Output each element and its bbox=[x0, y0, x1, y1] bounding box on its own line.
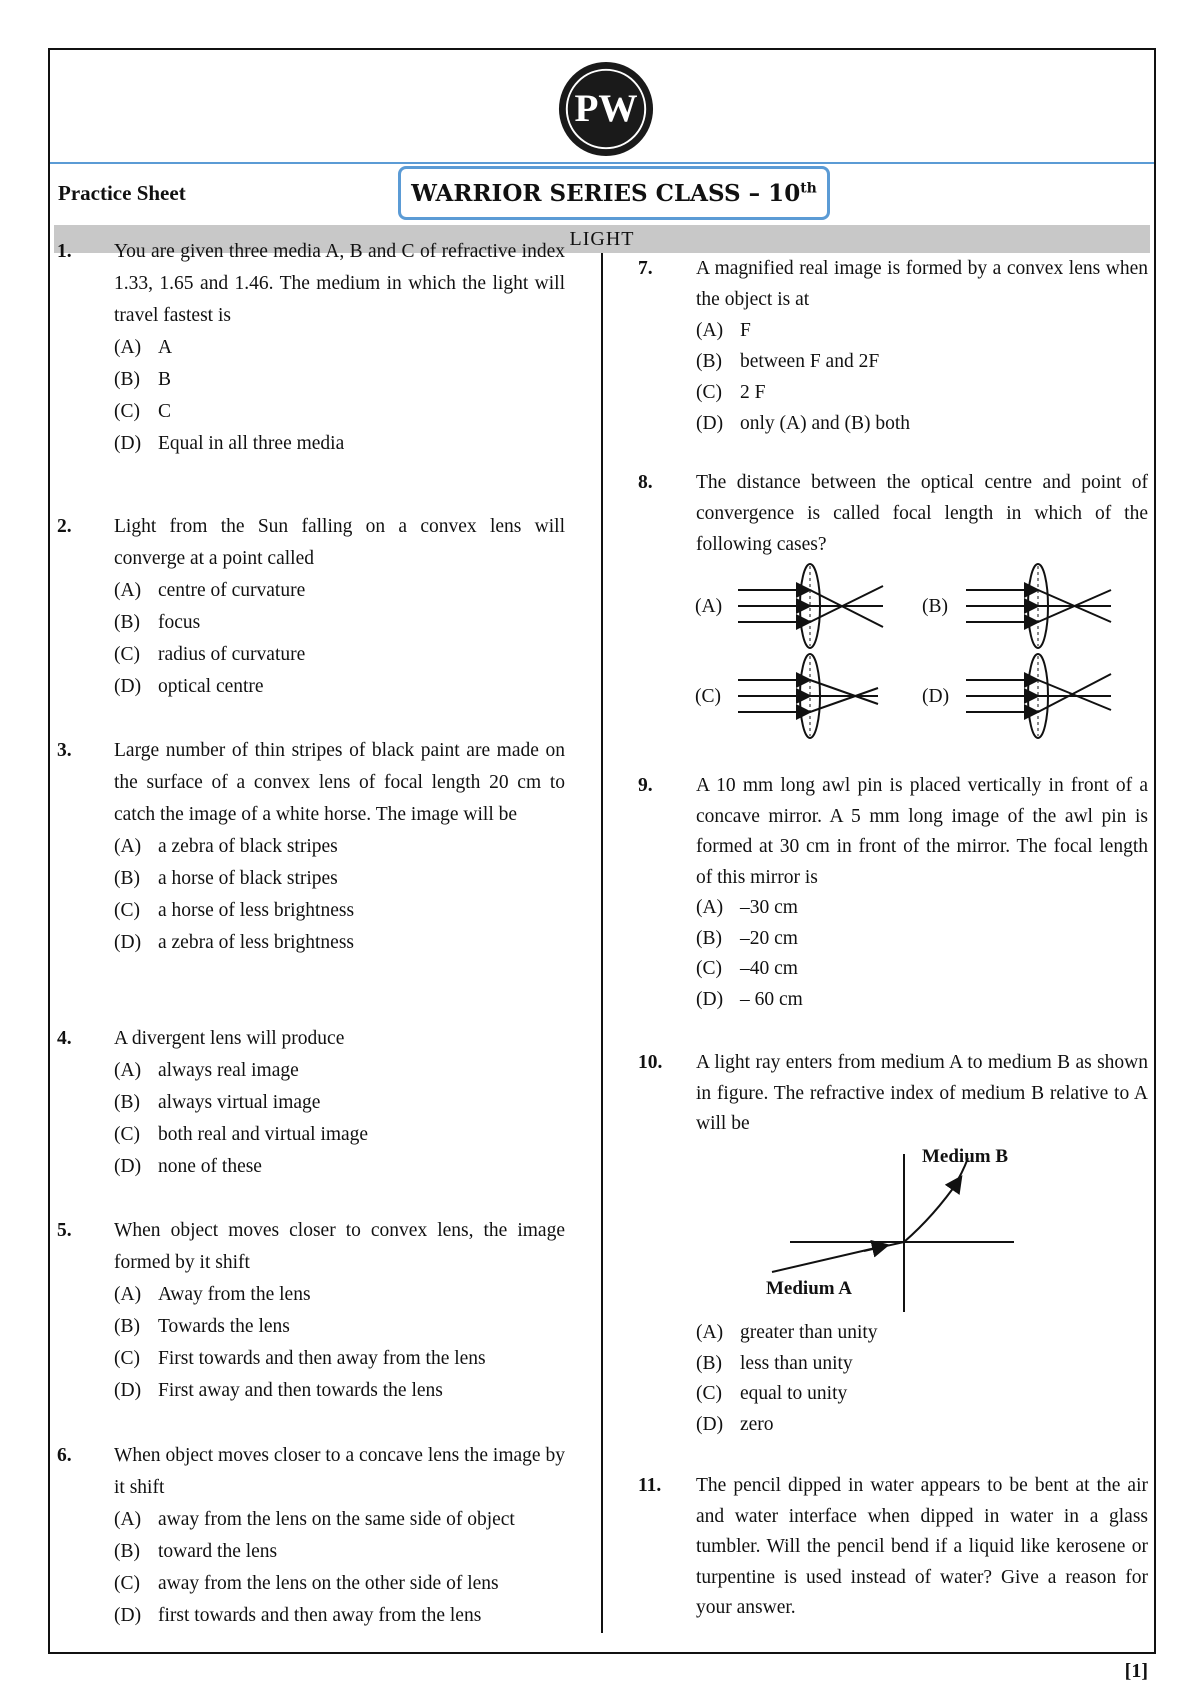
question-number: 10. bbox=[638, 1052, 663, 1073]
option-d: (D) – 60 cm bbox=[696, 988, 803, 1010]
option-b: (B) always virtual image bbox=[114, 1092, 321, 1113]
option-d: (D) Equal in all three media bbox=[114, 433, 345, 454]
question-number: 4. bbox=[57, 1028, 72, 1049]
question-1 bbox=[57, 236, 565, 460]
question-text: A light ray enters from medium A to medium B as shown in figure. The refractive index of medium B relative to A will be bbox=[696, 1052, 1148, 1134]
option-a: (A) always real image bbox=[114, 1060, 299, 1081]
question-text: A magnified real image is formed by a convex lens when the object is at bbox=[696, 258, 1148, 310]
option-b: (B) between F and 2F bbox=[696, 351, 880, 372]
option-b: (B) B bbox=[114, 369, 172, 390]
q8-option-b-label: (B) bbox=[922, 596, 948, 617]
q8-option-a-label: (A) bbox=[695, 596, 723, 617]
q8-option-d-label: (D) bbox=[922, 686, 950, 707]
option-b: (B) a horse of black stripes bbox=[114, 868, 338, 889]
option-a: (A) a zebra of black stripes bbox=[114, 836, 338, 857]
page-number: [1] bbox=[1124, 1660, 1148, 1682]
option-b: (B) less than unity bbox=[696, 1352, 853, 1374]
question-number: 3. bbox=[57, 740, 72, 761]
option-a: (A) centre of curvature bbox=[114, 580, 306, 601]
option-b: (B) toward the lens bbox=[114, 1541, 278, 1562]
question-2 bbox=[57, 511, 565, 703]
question-number: 9. bbox=[638, 775, 653, 796]
question-6 bbox=[57, 1440, 565, 1632]
question-4 bbox=[57, 1023, 565, 1183]
option-c: (C) away from the lens on the other side of lens bbox=[114, 1573, 499, 1594]
refraction-diagram bbox=[764, 1146, 1024, 1314]
question-3 bbox=[57, 735, 565, 959]
option-a: (A) F bbox=[696, 320, 751, 341]
question-number: 6. bbox=[57, 1445, 72, 1466]
question-11 bbox=[638, 1471, 1148, 1624]
medium-a-label: Medium A bbox=[766, 1278, 853, 1299]
question-number: 2. bbox=[57, 516, 72, 537]
option-b: (B) focus bbox=[114, 612, 201, 633]
option-c: (C) radius of curvature bbox=[114, 644, 306, 665]
option-d: (D) none of these bbox=[114, 1156, 262, 1177]
question-5 bbox=[57, 1215, 565, 1407]
question-text: A divergent lens will produce bbox=[114, 1028, 345, 1049]
question-8 bbox=[638, 467, 1148, 560]
question-text: Large number of thin stripes of black paint are made on the surface of a convex lens of focal length 20 cm to catch the image of a white horse. The image will be bbox=[114, 740, 565, 825]
option-a: (A) away from the lens on the same side of object bbox=[114, 1509, 515, 1530]
option-c: (C) equal to unity bbox=[696, 1383, 848, 1404]
option-a: (A) Away from the lens bbox=[114, 1284, 311, 1305]
pw-logo bbox=[557, 60, 655, 158]
option-c: (C) C bbox=[114, 401, 172, 422]
question-number: 5. bbox=[57, 1220, 72, 1241]
question-text: When object moves closer to convex lens, the image formed by it shift bbox=[114, 1220, 565, 1273]
question-10 bbox=[638, 1048, 1148, 1140]
lens-diagram-c bbox=[738, 652, 888, 740]
question-text: The distance between the optical centre and point of convergence is called focal length in which of the following cases? bbox=[696, 472, 1148, 555]
question-text: The pencil dipped in water appears to be bent at the air and water interface when dipped in water in a glass tumbler. Will the pencil bend if a liquid like kerosene or turpentine is used instead of water? Give a reason for your answer. bbox=[696, 1475, 1148, 1618]
option-b: (B) Towards the lens bbox=[114, 1316, 290, 1337]
option-d: (D) First away and then towards the lens bbox=[114, 1380, 443, 1401]
option-d: (D) only (A) and (B) both bbox=[696, 413, 911, 434]
question-text: A 10 mm long awl pin is placed vertically in front of a concave mirror. A 5 mm long image of the awl pin is formed at 30 cm in front of the mirror. The focal length of this mirror is bbox=[696, 775, 1148, 888]
question-number: 8. bbox=[638, 472, 653, 493]
question-9 bbox=[638, 771, 1148, 1015]
question-7 bbox=[638, 253, 1148, 439]
title-superscript: th bbox=[800, 179, 817, 196]
question-number: 1. bbox=[57, 241, 72, 262]
chapter-heading: LIGHT bbox=[54, 225, 1150, 253]
option-d: (D) a zebra of less brightness bbox=[114, 932, 355, 953]
question-text: You are given three media A, B and C of refractive index 1.33, 1.65 and 1.46. The medium in which the light will travel fastest is bbox=[114, 241, 565, 326]
header-rule bbox=[50, 162, 1154, 164]
title-box bbox=[398, 166, 830, 220]
option-c: (C) a horse of less brightness bbox=[114, 900, 355, 921]
question-text: When object moves closer to a concave lens the image by it shift bbox=[114, 1445, 565, 1498]
option-c: (C) –40 cm bbox=[696, 958, 798, 979]
q8-option-c-label: (C) bbox=[695, 686, 721, 707]
question-number: 11. bbox=[638, 1475, 662, 1496]
option-a: (A) A bbox=[114, 337, 173, 358]
pw-logo-text: PW bbox=[574, 86, 638, 130]
lens-diagram-b bbox=[966, 562, 1116, 650]
option-b: (B) –20 cm bbox=[696, 927, 798, 949]
question-number: 7. bbox=[638, 258, 653, 279]
option-d: (D) first towards and then away from the lens bbox=[114, 1605, 482, 1626]
question-text: Light from the Sun falling on a convex lens will converge at a point called bbox=[114, 516, 565, 569]
option-c: (C) First towards and then away from the lens bbox=[114, 1348, 486, 1369]
option-c: (C) 2 F bbox=[696, 382, 766, 403]
page-title: WARRIOR SERIES CLASS – 10th bbox=[411, 179, 817, 207]
option-a: (A) greater than unity bbox=[696, 1322, 878, 1343]
question-10-options bbox=[638, 1318, 1148, 1440]
option-d: (D) zero bbox=[696, 1413, 774, 1435]
lens-diagram-a bbox=[738, 562, 888, 650]
lens-diagram-d bbox=[966, 652, 1116, 740]
medium-b-label: Medium B bbox=[922, 1146, 1009, 1167]
option-d: (D) optical centre bbox=[114, 676, 264, 697]
option-a: (A) –30 cm bbox=[696, 897, 798, 918]
sheet-label: Practice Sheet bbox=[58, 181, 186, 205]
option-c: (C) both real and virtual image bbox=[114, 1124, 369, 1145]
column-divider bbox=[601, 253, 603, 1633]
